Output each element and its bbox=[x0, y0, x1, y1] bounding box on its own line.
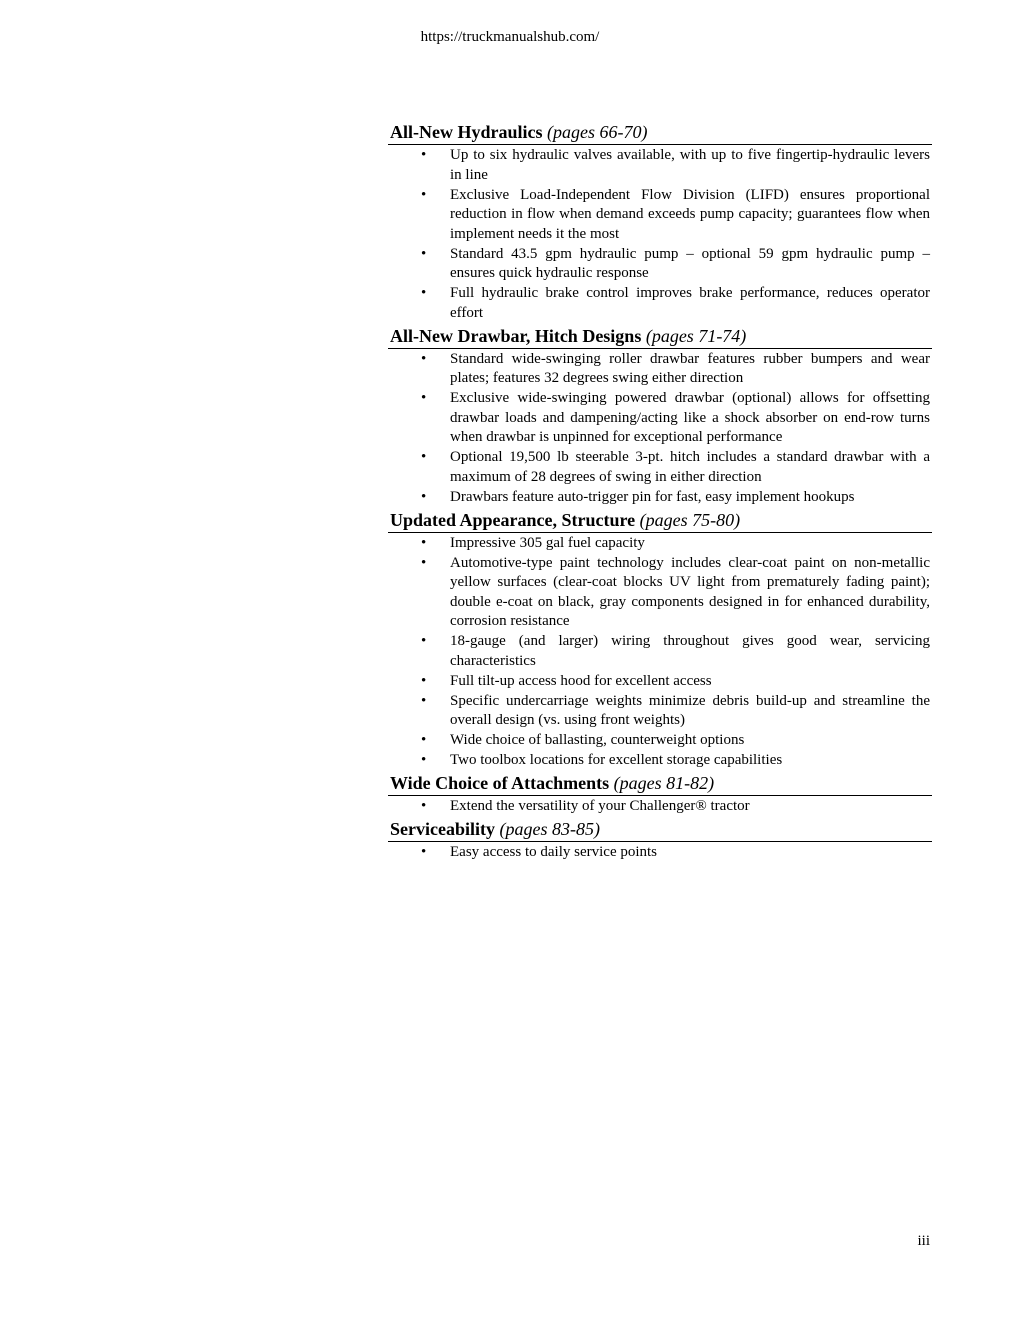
list-item bbox=[388, 534, 932, 554]
section-heading-serviceability bbox=[388, 817, 932, 842]
section-heading-drawbar bbox=[388, 324, 932, 349]
list-item bbox=[388, 731, 932, 751]
bullet-text: Full hydraulic brake control improves brake performance, reduces operator effort bbox=[450, 285, 930, 321]
list-item bbox=[388, 488, 932, 508]
bullet-icon: • bbox=[421, 633, 427, 649]
bullet-text: Impressive 305 gal fuel capacity bbox=[450, 534, 645, 551]
bullet-icon: • bbox=[421, 488, 427, 505]
bullet-text: 18-gauge (and larger) wiring throughout gives good wear, servicing characteristics bbox=[450, 633, 930, 669]
section-title: All-New Hydraulics bbox=[390, 122, 543, 142]
bullet-text: Specific undercarriage weights minimize debris build-up and streamline the overall design (vs. using front weights) bbox=[450, 692, 930, 728]
list-item bbox=[388, 350, 932, 389]
section-pages: (pages 81-82) bbox=[613, 773, 715, 793]
bullet-text: Optional 19,500 lb steerable 3-pt. hitch includes a standard drawbar with a maximum of 28 degrees of swing in either direction bbox=[450, 449, 930, 485]
list-item bbox=[388, 751, 932, 771]
section-heading-hydraulics bbox=[388, 120, 932, 145]
list-item bbox=[388, 554, 932, 632]
bullet-text: Extend the versatility of your Challenger® tractor bbox=[450, 798, 750, 814]
header-url-text: https://truckmanualshub.com/ bbox=[420, 29, 600, 45]
section-pages: (pages 75-80) bbox=[639, 509, 741, 530]
list-item bbox=[388, 448, 932, 487]
bullet-icon: • bbox=[421, 798, 427, 814]
section-pages: (pages 83-85) bbox=[499, 819, 600, 839]
bullet-text: Two toolbox locations for excellent storage capabilities bbox=[450, 752, 783, 768]
bullet-text: Exclusive wide-swinging powered drawbar (optional) allows for offsetting drawbar loads and dampening/acting like a shock absorber on end-row turns when drawbar is unpinned for exceptional performance bbox=[450, 390, 930, 445]
bullet-icon: • bbox=[421, 554, 427, 571]
bullet-icon: • bbox=[421, 449, 427, 465]
bullet-text: Full tilt-up access hood for excellent access bbox=[450, 672, 712, 689]
list-item bbox=[388, 284, 932, 323]
list-item bbox=[388, 632, 932, 671]
header-url bbox=[0, 27, 1020, 47]
bullet-text: Wide choice of ballasting, counterweight options bbox=[450, 732, 745, 748]
list-item bbox=[388, 146, 932, 185]
list-item bbox=[388, 389, 932, 448]
list-item bbox=[388, 186, 932, 245]
section-heading-attachments bbox=[388, 771, 932, 796]
bullet-list-serviceability bbox=[388, 842, 932, 863]
bullet-text: Easy access to daily service points bbox=[450, 844, 658, 860]
bullet-list-appearance bbox=[388, 533, 932, 771]
list-item bbox=[388, 797, 932, 817]
list-item bbox=[388, 672, 932, 692]
section-title: Serviceability bbox=[390, 819, 495, 839]
bullet-icon: • bbox=[421, 350, 427, 367]
bullet-icon: • bbox=[421, 147, 427, 163]
bullet-text: Up to six hydraulic valves available, with up to five fingertip-hydraulic levers in line bbox=[450, 147, 930, 183]
section-heading-appearance bbox=[388, 508, 932, 533]
bullet-text: Drawbars feature auto-trigger pin for fast, easy implement hookups bbox=[450, 488, 855, 505]
bullet-icon: • bbox=[421, 390, 427, 406]
list-item bbox=[388, 843, 932, 863]
bullet-icon: • bbox=[421, 672, 427, 689]
bullet-icon: • bbox=[421, 752, 427, 768]
bullet-icon: • bbox=[421, 732, 427, 748]
bullet-list-hydraulics bbox=[388, 145, 932, 323]
section-title: Updated Appearance, Structure bbox=[390, 509, 636, 530]
bullet-icon: • bbox=[421, 844, 427, 860]
bullet-text: Exclusive Load-Independent Flow Division (LIFD) ensures proportional reduction in flow when demand exceeds pump capacity; guarantees flow when implement needs it the most bbox=[450, 186, 930, 242]
features-content bbox=[388, 120, 932, 863]
bullet-text: Standard 43.5 gpm hydraulic pump – optional 59 gpm hydraulic pump – ensures quick hydraulic response bbox=[450, 245, 930, 281]
bullet-icon: • bbox=[421, 285, 427, 301]
bullet-list-attachments bbox=[388, 796, 932, 817]
section-title: Wide Choice of Attachments bbox=[390, 773, 610, 793]
list-item bbox=[388, 245, 932, 284]
section-title: All-New Drawbar, Hitch Designs bbox=[390, 325, 642, 346]
bullet-list-drawbar bbox=[388, 349, 932, 508]
page-number: iii bbox=[917, 1233, 930, 1249]
bullet-text: Automotive-type paint technology includes clear-coat paint on non-metallic yellow surfaces (clear-coat blocks UV light from prematurely fading paint); double e-coat on black, gray components designed in for enhanced durability, corrosion resistance bbox=[450, 554, 930, 629]
section-pages: (pages 71-74) bbox=[645, 325, 747, 346]
bullet-text: Standard wide-swinging roller drawbar features rubber bumpers and wear plates; features 32 degrees swing either direction bbox=[450, 350, 930, 386]
bullet-icon: • bbox=[421, 245, 427, 262]
section-pages: (pages 66-70) bbox=[547, 122, 648, 142]
list-item bbox=[388, 692, 932, 731]
bullet-icon: • bbox=[421, 186, 427, 203]
bullet-icon: • bbox=[421, 692, 427, 709]
bullet-icon: • bbox=[421, 534, 427, 551]
